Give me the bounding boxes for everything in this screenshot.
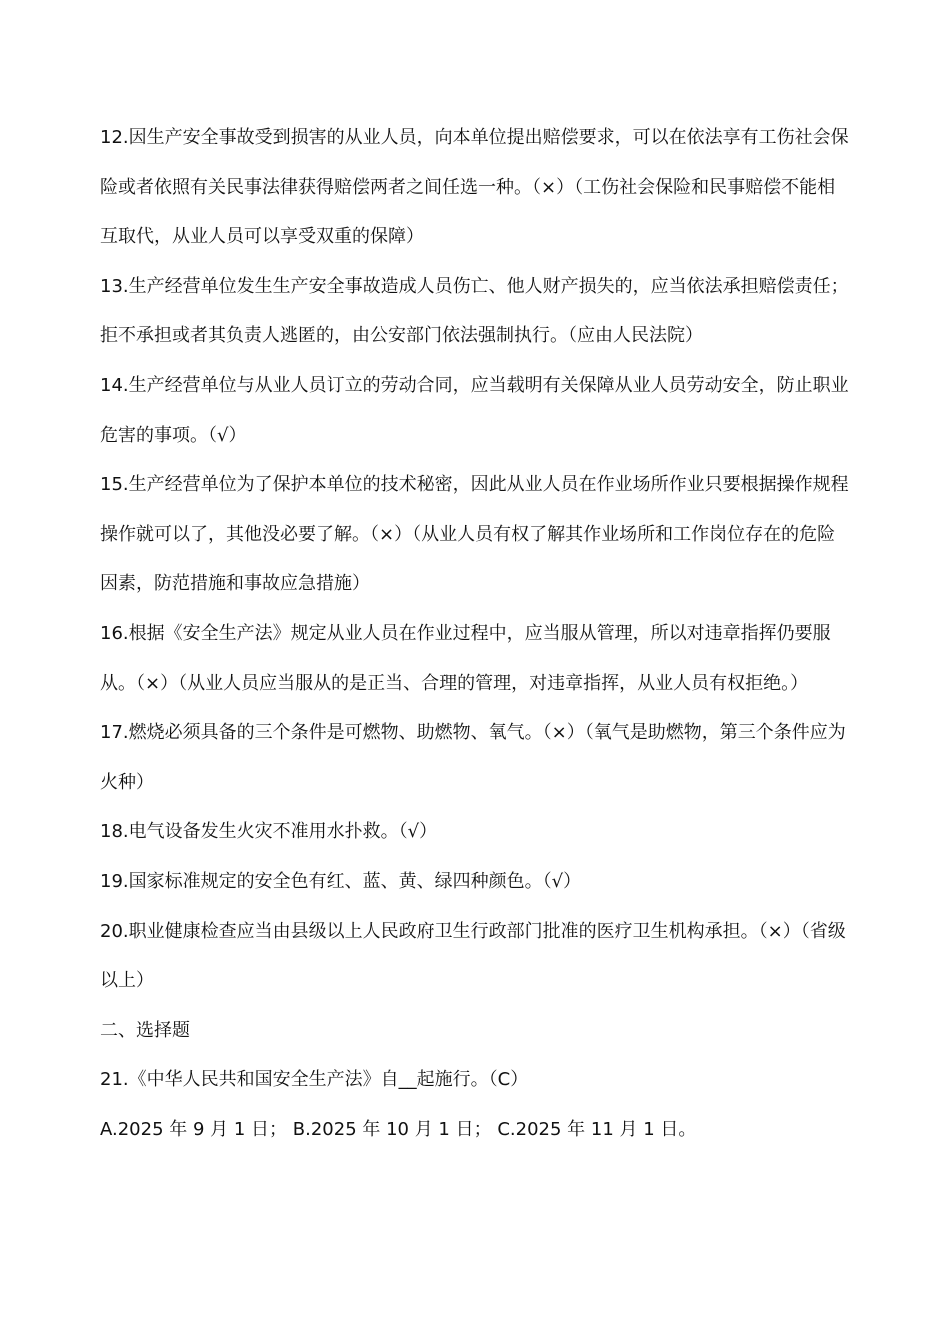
question-19: 19.国家标准规定的安全色有红、蓝、黄、绿四种颜色。（√）	[100, 870, 582, 892]
question-15: 15.生产经营单位为了保护本单位的技术秘密，因此从业人员在作业场所作业只要根据操作规程操作就可以了，其他没必要了解。（×）（从业人员有权了解其作业场所和工作岗位存在的危险因素，防范措施和事故应急措施）	[100, 474, 849, 595]
question-20: 20.职业健康检查应当由县级以上人民政府卫生行政部门批准的医疗卫生机构承担。（×）（省级以上）	[100, 920, 846, 992]
question-14: 14.生产经营单位与从业人员订立的劳动合同，应当载明有关保障从业人员劳动安全，防止职业危害的事项。（√）	[100, 374, 849, 446]
question-16: 16.根据《安全生产法》规定从业人员在作业过程中，应当服从管理，所以对违章指挥仍要服从。（×）（从业人员应当服从的是正当、合理的管理，对违章指挥，从业人员有权拒绝。）	[100, 622, 831, 694]
question-21-options: A.2025 年 9 月 1 日； B.2025 年 10 月 1 日； C.2025 年 11 月 1 日。	[100, 1118, 697, 1140]
question-21: 21.《中华人民共和国安全生产法》自__起施行。（C）	[100, 1069, 529, 1091]
question-12: 12.因生产安全事故受到损害的从业人员，向本单位提出赔偿要求，可以在依法享有工伤社会保险或者依照有关民事法律获得赔偿两者之间任选一种。（×）（工伤社会保险和民事赔偿不能相互取代，从业人员可以享受双重的保障）	[100, 127, 849, 248]
question-18: 18.电气设备发生火灾不准用水扑救。（√）	[100, 821, 438, 843]
document-body	[100, 113, 852, 1154]
question-13: 13.生产经营单位发生生产安全事故造成人员伤亡、他人财产损失的，应当依法承担赔偿责任；拒不承担或者其负责人逃匿的，由公安部门依法强制执行。（应由人民法院）	[100, 275, 849, 347]
section-heading: 二、选择题	[100, 1019, 190, 1041]
question-17: 17.燃烧必须具备的三个条件是可燃物、助燃物、氧气。（×）（氧气是助燃物，第三个条件应为火种）	[100, 722, 846, 793]
